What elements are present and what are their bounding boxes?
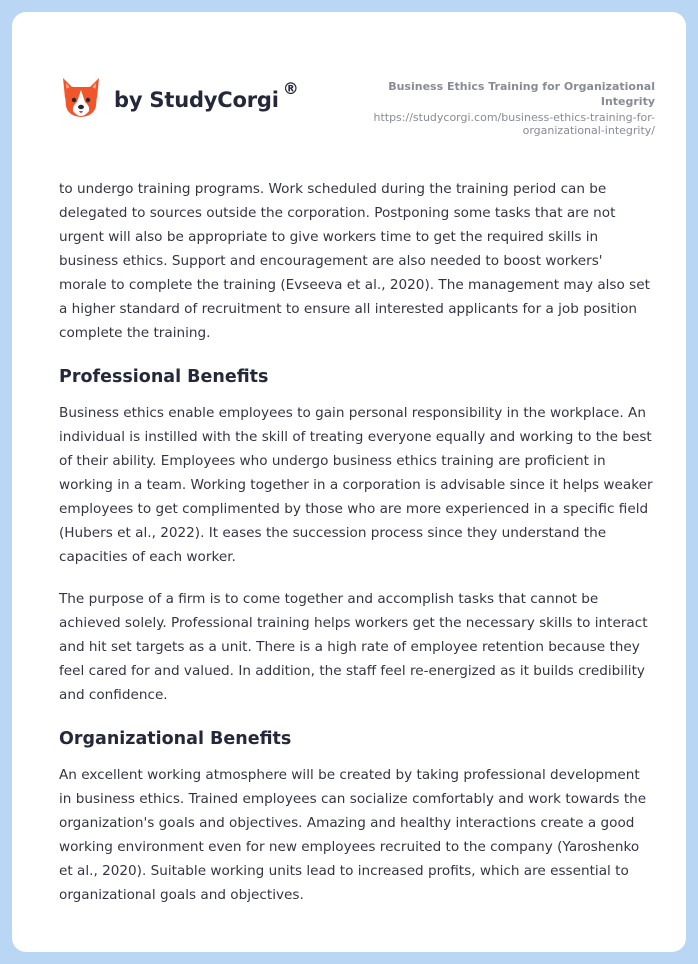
section-heading-professional-benefits: Professional Benefits: [59, 367, 269, 387]
corgi-icon: [60, 76, 102, 120]
header-meta: [335, 79, 655, 137]
document-url[interactable]: [335, 111, 655, 137]
document-page: [12, 12, 686, 952]
logo[interactable]: [60, 76, 299, 120]
body-paragraph: The purpose of a firm is to come together and accomplish tasks that cannot be achieved solely. Professional training helps workers get the necessary skills to interact and hit set targets as a unit. There is a high rate of employee retention because they feel cared for and valued. In addition, the staff feel re-energized as it builds credibility and confidence.: [59, 591, 648, 703]
document-url-line-2: organizational-integrity/: [522, 124, 655, 137]
section-heading-organizational-benefits: Organizational Benefits: [59, 729, 292, 749]
document-body: [59, 177, 653, 925]
body-paragraph: An excellent working atmosphere will be created by taking professional development in business ethics. Trained employees can socialize comfortably and work towards the organization's goals and objectives. Amazing and healthy interactions create a good working environment even for new employees recruited to the company (Yaroshenko et al., 2020). Suitable working units lead to increased profits, which are essential to organizational goals and objectives.: [59, 767, 647, 903]
document-title: Business Ethics Training for Organizational Integrity: [388, 80, 655, 108]
document-url-line-1: https://studycorgi.com/business-ethics-training-for-: [373, 111, 655, 124]
intro-paragraph: to undergo training programs. Work scheduled during the training period can be delegated to sources outside the corporation. Postponing some tasks that are not urgent will also be appropriate to give workers time to get the required skills in business ethics. Support and encouragement are also needed to boost workers' morale to complete the training (Evseeva et al., 2020). The management may also set a higher standard of recruitment to ensure all interested applicants for a job position complete the training.: [59, 181, 650, 341]
body-paragraph: Business ethics enable employees to gain personal responsibility in the workplace. An individual is instilled with the skill of treating everyone equally and working to the best of their ability. Employees who undergo business ethics training are proficient in working in a team. Working together in a corporation is advisable since it helps weaker employees to get complimented by those who are more experienced in a specific field (Hubers et al., 2022). It eases the succession process since they understand the capacities of each worker.: [59, 405, 653, 565]
brand-name: by StudyCorgi: [114, 88, 279, 112]
registered-mark: ®: [282, 78, 299, 98]
